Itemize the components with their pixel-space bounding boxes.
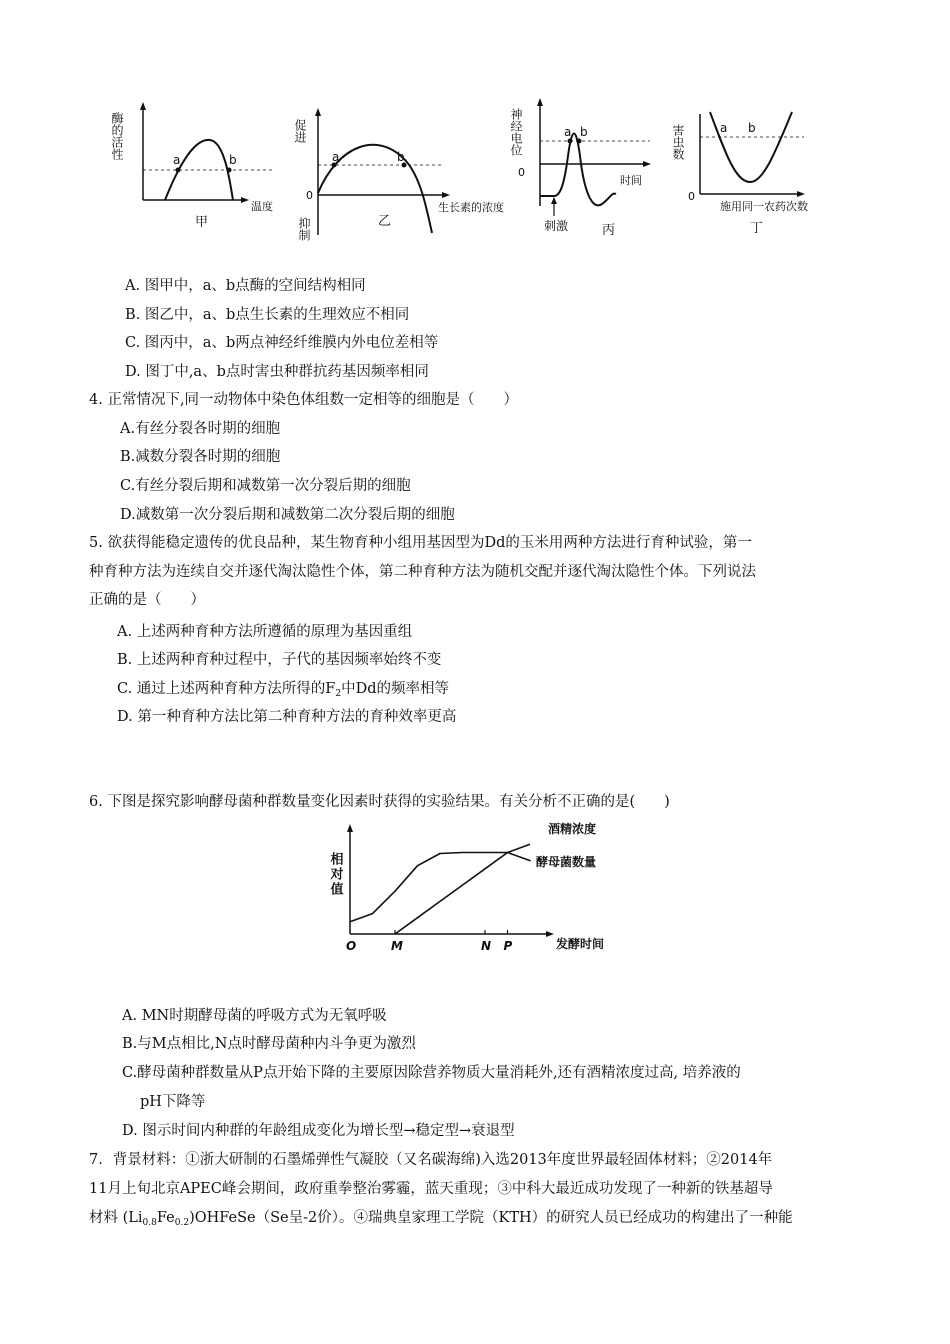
q3-option-b: B. 图乙中，a、b点生长素的生理效应不相同	[125, 307, 410, 323]
bing-point-b	[577, 139, 582, 144]
q5-stem-line-2: 种育种方法为连续自交并逐代淘汰隐性个体，第二种育种方法为随机交配并逐代淘汰隐性个体。下列说法	[89, 564, 756, 580]
q6-chart-line-alcohol	[395, 844, 530, 934]
figure-bing	[509, 96, 672, 244]
jia-point-b	[227, 168, 232, 173]
figure-yi	[293, 105, 523, 245]
q6-stem: 6. 下图是探究影响酵母菌种群数量变化因素时获得的实验结果。有关分析不正确的是( )	[89, 794, 670, 810]
ding-label-b: b	[748, 121, 756, 135]
q5-option-d: D. 第一种育种方法比第二种育种方法的育种效率更高	[117, 709, 457, 725]
bing-label-a: a	[564, 125, 572, 139]
q6-chart-tick-M: M	[391, 939, 403, 953]
q6-chart-legend-alcohol: 酒精浓度	[548, 822, 597, 836]
jia-caption: 甲	[195, 215, 209, 230]
yi-ylabel-up: 促进	[293, 119, 307, 143]
jia-label-a: a	[173, 153, 181, 167]
bing-caption: 丙	[602, 223, 616, 238]
q7-line-2: 11月上旬北京APEC峰会期间，政府重拳整治雾霾，蓝天重现；③中科大最近成功发现了一种新的铁基超导	[89, 1181, 773, 1197]
q6-chart	[327, 816, 620, 960]
q5-option-c-post: 中Dd的频率相等	[341, 681, 450, 697]
q5-stem-line-1: 5. 欲获得能稳定遗传的优良品种，某生物育种小组用基因型为Dd的玉米用两种方法进行育种试验，第一	[89, 535, 752, 551]
q6-chart-tick-O: O	[346, 939, 357, 953]
q6-option-b: B.与M点相比,N点时酵母菌种内斗争更为激烈	[122, 1036, 416, 1052]
bing-xlabel: 时间	[620, 174, 642, 187]
q5-option-c-sub: 2	[335, 689, 342, 699]
q3-option-c: C. 图丙中，a、b两点神经纤维膜内外电位差相等	[125, 335, 439, 351]
ding-ylabel: 害虫数	[671, 124, 685, 160]
q6-option-a: A. MN时期酵母菌的呼吸方式为无氧呼吸	[122, 1008, 387, 1024]
bing-label-b: b	[580, 125, 588, 139]
q4-stem: 4. 正常情况下,同一动物体中染色体组数一定相等的细胞是（ ）	[89, 392, 519, 408]
q5-option-b: B. 上述两种育种过程中，子代的基因频率始终不变	[117, 652, 442, 668]
q5-option-c-pre: C. 通过上述两种育种方法所得的F	[117, 681, 336, 697]
q3-option-a: A. 图甲中，a、b点酶的空间结构相同	[125, 278, 366, 294]
q6-chart-tick-N: N	[481, 939, 492, 953]
q4-option-d: D.减数第一次分裂后期和减数第二次分裂后期的细胞	[120, 507, 455, 523]
yi-label-b: b	[397, 150, 405, 164]
yi-label-a: a	[332, 150, 340, 164]
q5-option-a: A. 上述两种育种方法所遵循的原理为基因重组	[117, 624, 413, 640]
ding-caption: 丁	[750, 221, 764, 236]
q6-chart-line-yeast	[350, 853, 530, 922]
bing-zero: 0	[518, 166, 525, 179]
yi-ylabel-down: 抑制	[297, 217, 311, 241]
q6-chart-tick-P: P	[503, 939, 513, 953]
q5-option-c	[117, 679, 449, 704]
q6-option-c-line-1: C.酵母菌种群数量从P点开始下降的主要原因除营养物质大量消耗外,还有酒精浓度过高, 培养液的	[122, 1065, 741, 1081]
ding-zero: 0	[688, 190, 695, 203]
q3-option-d: D. 图丁中,a、b点时害虫种群抗药基因频率相同	[125, 364, 429, 380]
q5-stem-line-3: 正确的是（ ）	[89, 592, 205, 608]
q7-line-3-mid: Fe	[156, 1210, 175, 1226]
ding-label-a: a	[720, 121, 728, 135]
q7-line-3-pre: 材料 (Li	[89, 1210, 143, 1226]
figure-jia	[110, 98, 290, 230]
q6-chart-legend-yeast: 酵母菌数量	[536, 855, 597, 869]
q7-line-3-post: )OHFeSe（Se呈-2价）。④瑞典皇家理工学院（KTH）的研究人员已经成功的构建出了一种能	[189, 1210, 793, 1226]
q6-chart-xlabel: 发酵时间	[556, 937, 605, 951]
q4-option-c: C.有丝分裂后期和减数第一次分裂后期的细胞	[120, 478, 411, 494]
q7-line-3-sub1: 0.8	[142, 1218, 157, 1228]
yi-zero: 0	[306, 189, 313, 202]
q4-option-a: A.有丝分裂各时期的细胞	[120, 421, 281, 437]
ding-xlabel: 施用同一农药次数	[720, 200, 808, 213]
bing-curve	[540, 134, 616, 206]
jia-ylabel: 酶的活性	[110, 112, 124, 160]
q6-option-d: D. 图示时间内种群的年龄组成变化为增长型→稳定型→衰退型	[122, 1123, 515, 1139]
bing-ylabel: 神经电位	[509, 108, 523, 156]
bing-stimulus-label: 刺激	[544, 219, 569, 233]
q7-line-3-sub2: 0.2	[174, 1218, 190, 1228]
jia-xlabel: 温度	[251, 200, 273, 213]
bing-point-a	[568, 139, 573, 144]
q6-option-c-line-2: pH下降等	[140, 1094, 206, 1110]
q6-chart-ylabel: 相对值	[327, 852, 343, 897]
yi-xlabel: 生长素的浓度	[438, 201, 504, 214]
jia-point-a	[176, 168, 181, 173]
q7-line-3	[89, 1208, 793, 1233]
yi-caption: 乙	[378, 214, 392, 229]
jia-label-b: b	[229, 153, 237, 167]
q7-line-1: 7．背景材料：①浙大研制的石墨烯弹性气凝胶（又名碳海绵)入选2013年度世界最轻固体材料；②2014年	[89, 1152, 773, 1168]
q4-option-b: B.减数分裂各时期的细胞	[120, 449, 281, 465]
figure-ding	[671, 110, 846, 240]
